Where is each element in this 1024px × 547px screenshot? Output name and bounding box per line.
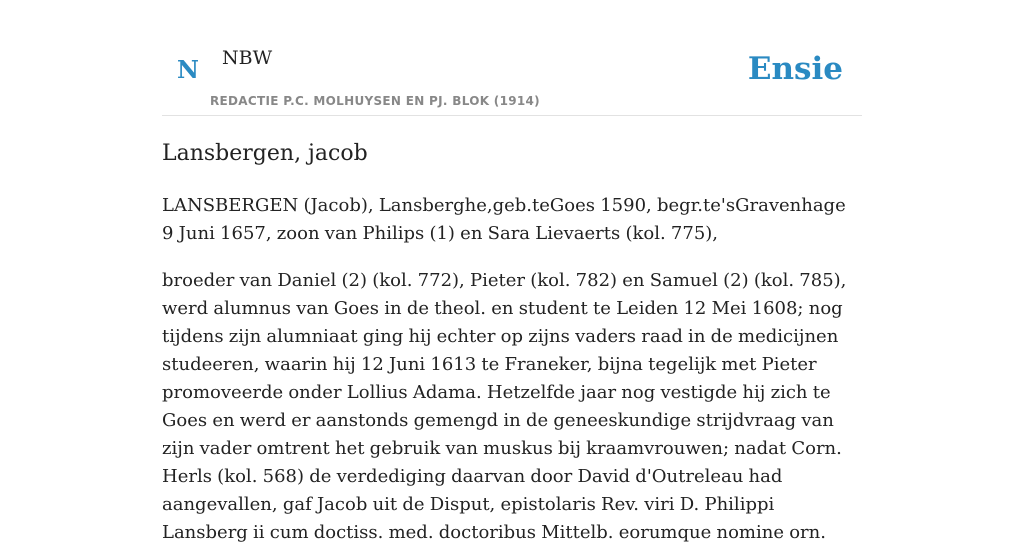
source-logo[interactable]: N	[177, 55, 199, 84]
article-paragraph: LANSBERGEN (Jacob), Lansberghe,geb.teGoes 1590, begr.te'sGravenhage 9 Juni 1657, zoon van Philips (1) en Sara Lievaerts (kol. 775),	[162, 195, 846, 244]
article-title: Lansbergen, jacob	[162, 141, 368, 166]
article-paragraph: broeder van Daniel (2) (kol. 772), Pieter (kol. 782) en Samuel (2) (kol. 785), werd alumnus van Goes in de theol. en student te Leiden 12 Mei 1608; nog tijdens zijn alumniaat ging hij echter op zijns vaders raad in de medicijnen studeeren, waarin hij 12 Juni 1613 te Franeker, bijna tegelijk met Pieter promoveerde onder Lollius Adama. Hetzelfde jaar nog vestigde hij zich te Goes en werd er aanstonds gemengd in de geneeskundige strijdvraag van zijn vader omtrent het gebruik van muskus bij kraamvrouwen; nadat Corn. Herls (kol. 568) de verdediging daarvan door David d'Outreleau had aangevallen, gaf Jacob uit de Disput, epistolaris Rev. viri D. Philippi Lansberg ii cum doctiss. med. doctoribus Mittelb. eorumque nomine orn.	[162, 270, 847, 543]
source-name[interactable]: NBW	[222, 47, 273, 69]
source-header	[162, 0, 862, 116]
source-editors: REDACTIE P.C. MOLHUYSEN EN PJ. BLOK (1914)	[210, 94, 540, 108]
brand-logo[interactable]: Ensie	[747, 51, 843, 87]
page	[162, 0, 862, 543]
